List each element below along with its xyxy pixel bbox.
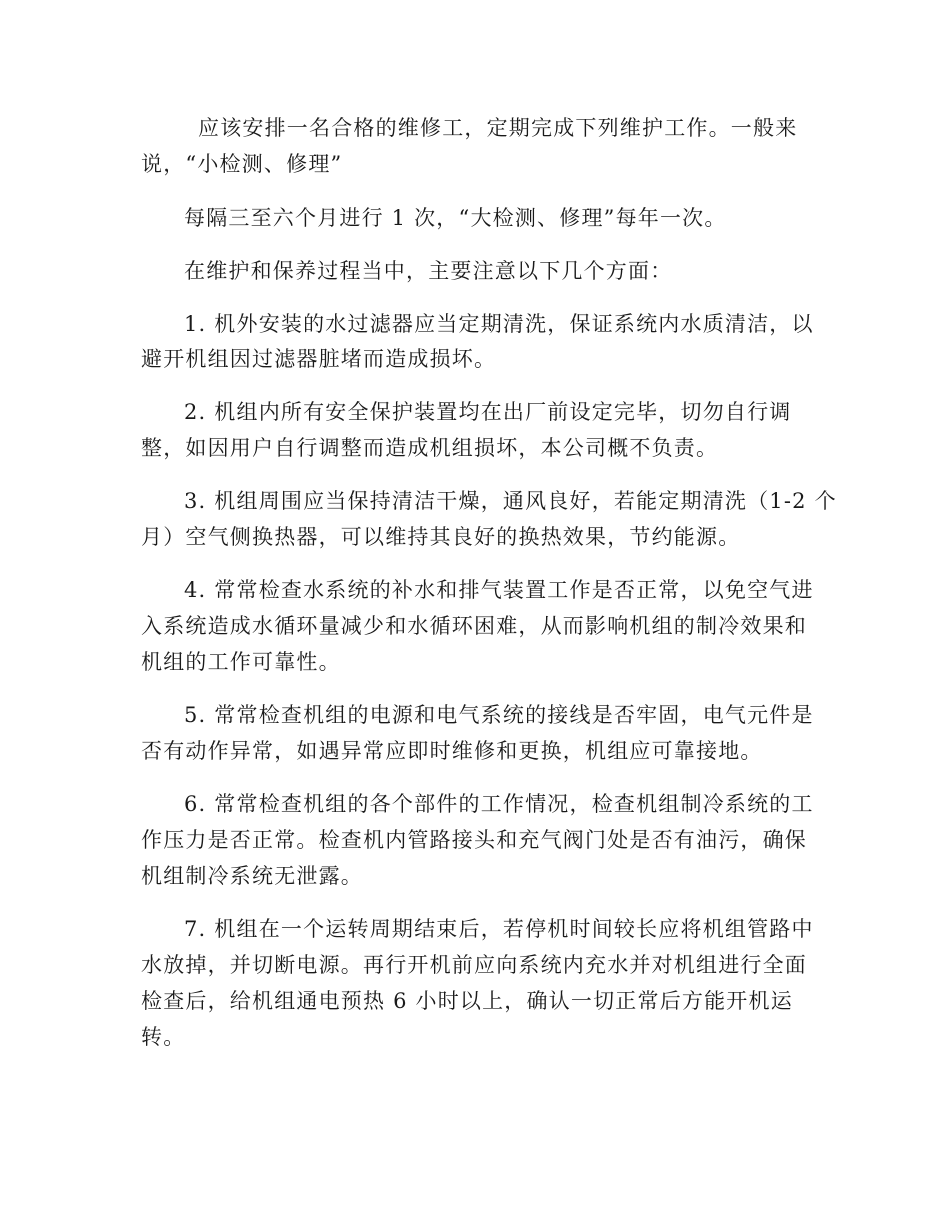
text-line-14: 5. 常常检查机组的电源和电气系统的接线是否牢固，电气元件是 [184,703,814,727]
text-line-11: 4. 常常检查水系统的补水和排气装置工作是否正常，以免空气进 [184,578,814,602]
text-line-10: 月）空气侧换热器，可以维持其良好的换热效果，节约能源。 [141,525,741,549]
text-line-1: 应该安排一名合格的维修工，定期完成下列维护工作。一般来 [198,116,798,140]
text-line-22: 转。 [141,1025,186,1049]
text-line-8: 整，如因用户自行调整而造成机组损坏，本公司概不负责。 [141,436,719,460]
text-line-19: 7. 机组在一个运转周期结束后，若停机时间较长应将机组管路中 [184,917,814,941]
text-line-9: 3. 机组周围应当保持清洁干燥，通风良好，若能定期清洗（1-2 个 [184,489,837,513]
text-line-21: 检查后，给机组通电预热 6 小时以上，确认一切正常后方能开机运 [141,989,793,1013]
text-line-3: 每隔三至六个月进行 1 次，“大检测、修理”每年一次。 [184,206,727,230]
text-line-16: 6. 常常检查机组的各个部件的工作情况，检查机组制冷系统的工 [184,792,814,816]
text-line-5: 1. 机外安装的水过滤器应当定期清洗，保证系统内水质清洁，以 [184,312,814,336]
text-line-4: 在维护和保养过程当中，主要注意以下几个方面： [184,259,673,283]
text-line-18: 机组制冷系统无泄露。 [141,864,363,888]
text-line-6: 避开机组因过滤器脏堵而造成损坏。 [141,347,497,371]
text-line-17: 作压力是否正常。检查机内管路接头和充气阀门处是否有油污，确保 [141,828,807,852]
text-line-2: 说，“小检测、修理” [141,152,343,176]
text-line-12: 入系统造成水循环量减少和水循环困难，从而影响机组的制冷效果和 [141,614,807,638]
text-line-15: 否有动作异常，如遇异常应即时维修和更换，机组应可靠接地。 [141,739,763,763]
text-line-7: 2. 机组内所有安全保护装置均在出厂前设定完毕，切勿自行调 [184,400,792,424]
text-line-13: 机组的工作可靠性。 [141,650,341,674]
text-line-20: 水放掉，并切断电源。再行开机前应向系统内充水并对机组进行全面 [141,953,807,977]
